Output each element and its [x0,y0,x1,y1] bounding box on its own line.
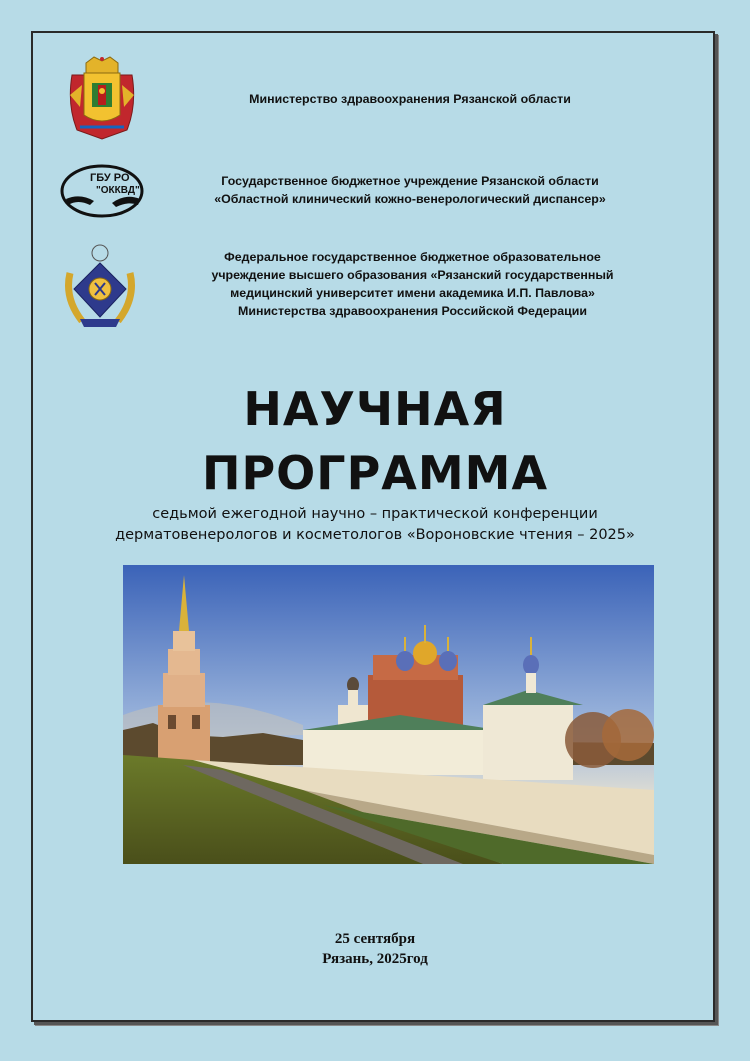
university-name: Федеральное государственное бюджетное образовательное учреждение высшего образования «Рязанский государственный медицинский университет имени академика И.П. Павлова» Министерства здравоохранения Российской Федерации [211,250,614,318]
university-emblem-icon [62,243,138,331]
subtitle-line-2: дерматовенерологов и косметологов «Вороновские чтения – 2025» [115,527,635,543]
title-line-1: НАУЧНАЯ [243,382,507,436]
dispensary-name: Государственное бюджетное учреждение Рязанской области «Областной клинический кожно-венерологический диспансер» [214,174,606,206]
subtitle [0,504,750,546]
okkvd-logo-line1: ГБУ РО [90,172,130,184]
ryazan-coat-of-arms-icon [62,55,142,141]
event-date: 25 сентября [334,931,416,947]
kremlin-photo [123,565,654,864]
ministry-name: Министерство здравоохранения Рязанской области [249,92,571,106]
footer [0,929,750,969]
title-line-2: ПРОГРАММА [201,446,549,500]
okkvd-logo-line2: "ОККВД" [96,185,140,196]
event-place: Рязань, 2025год [322,951,428,967]
okkvd-logo-icon [60,163,145,219]
subtitle-line-1: седьмой ежегодной научно – практической конференции [152,506,598,522]
